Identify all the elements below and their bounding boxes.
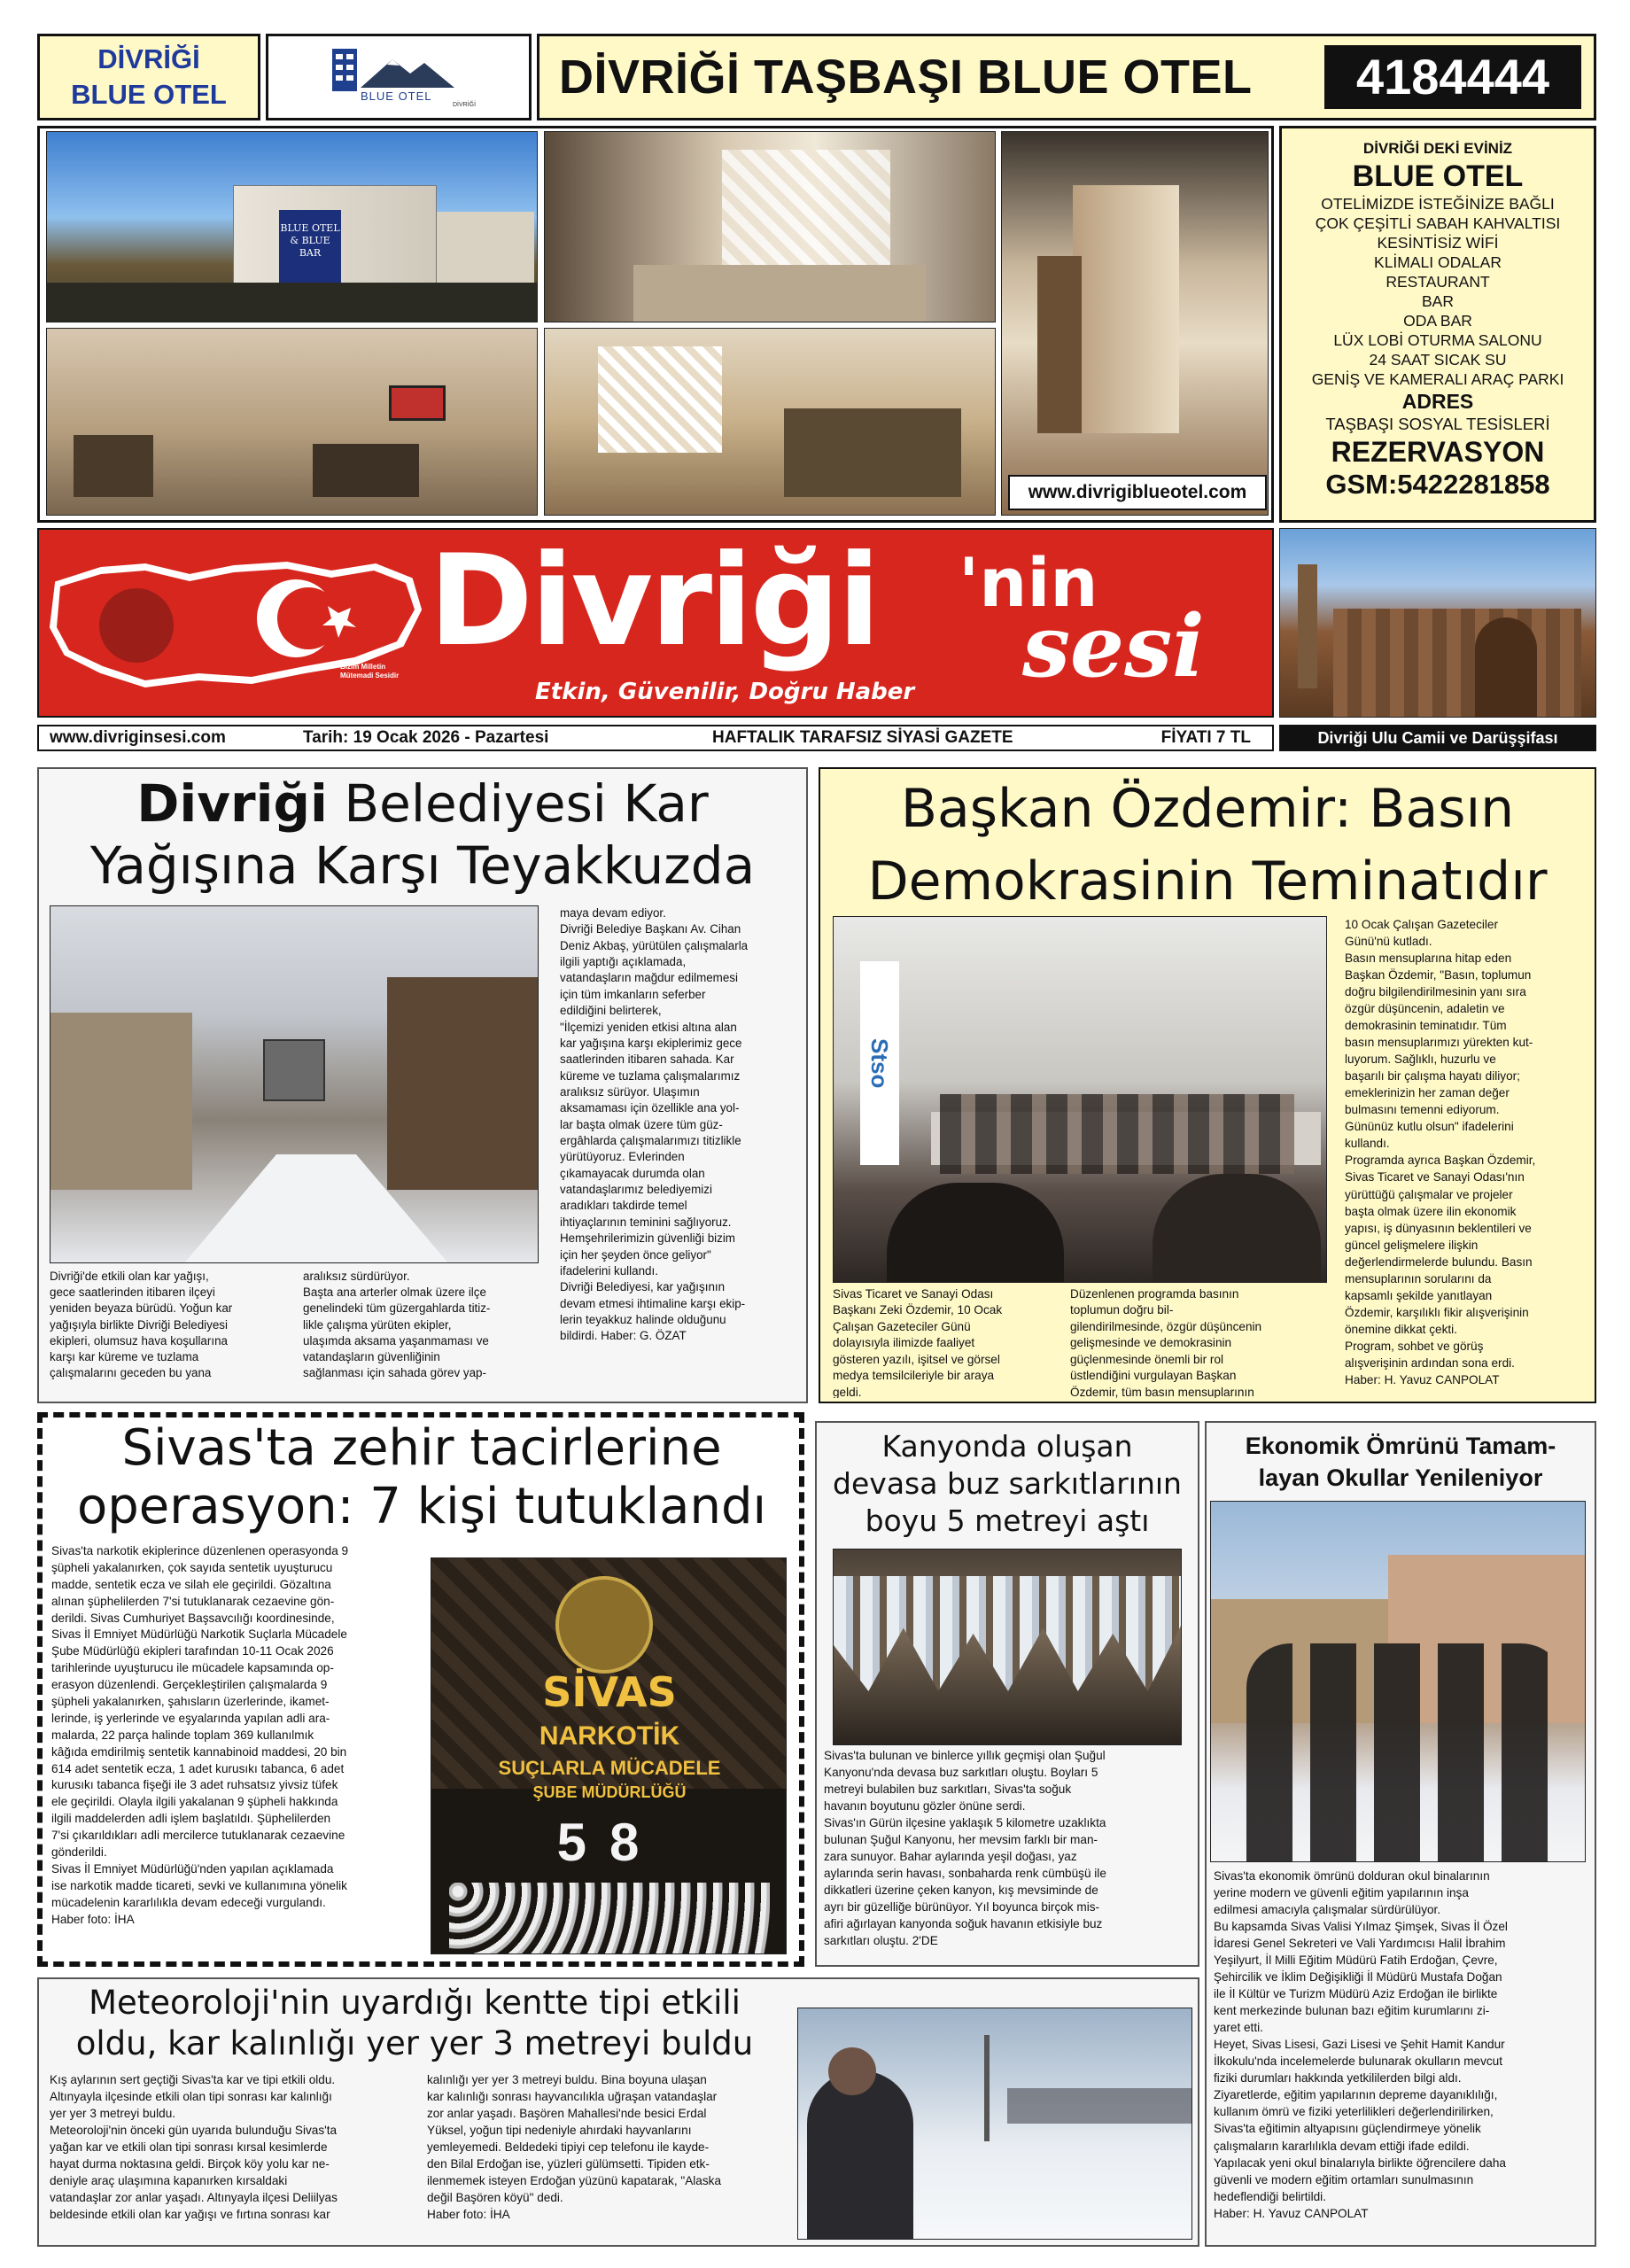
hotel-info-name: BLUE OTEL [1352, 159, 1524, 193]
canyon-body: Sivas'ta bulunan ve binlerce yıllık geçmişi olan Şuğul Kanyonu'nda devasa buz sarkıtları oluştu. Boyları 5 metreyi bulabilen buz sarkıtları, Sivas'ta soğuk havanın boyutunu gözler önüne serdi. Sivas'ın Gürün ilçesine yaklaşık 5 kilometre uzaklıkta bulunan Şuğul Kanyonu, her mevsim farklı bir man- zara sunuyor. Bahar aylarında yeşil doğası, yaz aylarında serin havası, sonbaharda renk cümbüşü ile dikkatleri üzerine çeken kanyon, kış mevsiminde de ayrı bir güzelliğe bürünüyor. Yıl boyunca birçok mis- afiri ağırlayan kanyonda soğuk havanın etkisiyle buz sarkıtları oluştu. 2'DE [824, 1749, 1106, 1948]
hotel-exterior-photo [46, 131, 538, 322]
snow-headline-rest: Belediyesi Kar [327, 773, 709, 834]
ulu-camii-caption: Divriği Ulu Camii ve Darüşşifası [1279, 725, 1596, 751]
hotel-features [1282, 194, 1594, 389]
narkotik-sign-4: ŞUBE MÜDÜRLÜĞÜ [532, 1783, 687, 1801]
snow-street-photo [50, 905, 539, 1263]
masthead-tagline: Etkin, Güvenilir, Doğru Haber [535, 679, 915, 705]
snow-headline-line2: Yağışına Karşı Teyakkuzda [89, 835, 756, 896]
ataturk-caption: Bizim Milletin Mütemadi Sesidir [340, 663, 400, 680]
ulu-camii-photo [1279, 528, 1596, 718]
hotel-feature-item: OTELİMİZDE İSTEĞİNİZE BAĞLI [1321, 195, 1555, 213]
hotel-badge [37, 34, 260, 120]
press-photo-banner: Stso [860, 961, 899, 1165]
info-bar [37, 725, 1274, 751]
schools-visit-photo [1210, 1501, 1586, 1862]
snow-headline-bold: Divriği [136, 773, 328, 834]
hotel-feature-item: ODA BAR [1403, 312, 1472, 330]
hotel-logo [266, 34, 532, 120]
masthead-name-script: sesi [1022, 596, 1205, 696]
hotel-feature-item: GENİŞ VE KAMERALI ARAÇ PARKI [1311, 370, 1564, 388]
narkotik-photo [431, 1557, 787, 1954]
hotel-room-photo [544, 131, 996, 322]
narkotik-sign-2: NARKOTİK [539, 1721, 680, 1751]
hotel-badge-line1: DİVRİĞİ [97, 43, 200, 74]
hotel-gsm[interactable]: GSM:5422281858 [1325, 469, 1550, 500]
narkotik-sign-1: SİVAS [542, 1668, 677, 1716]
hotel-logo-graphic [268, 36, 529, 118]
hotel-title-box [537, 34, 1596, 120]
snow-caption: Divriği'de etkili olan kar yağışı, gece saatlerinden itibaren ilçeyi yeniden beyaza bürüdü. Yoğun kar yağışıyla birlikte Divriği Belediyesi ekipleri, olumsuz hava koşullarına karşı kar küreme ve tuzlama çalışmalarını geceden bu yana [50, 1270, 233, 1380]
hotel-logo-text: BLUE OTEL [361, 89, 432, 103]
hotel-feature-item: RESTAURANT [1386, 273, 1490, 291]
hotel-reservation-title: REZERVASYON [1331, 436, 1545, 468]
hotel-feature-item: KLİMALI ODALAR [1374, 253, 1502, 271]
hotel-feature-item: 24 SAAT SICAK SU [1369, 351, 1507, 369]
press-headline: Başkan Özdemir: Basın Demokrasinin Teminatıdır [867, 778, 1548, 913]
narkotik-sign-3: SUÇLARLA MÜCADELE [498, 1757, 721, 1779]
drugs-body: Sivas'ta narkotik ekiplerince düzenlenen operasyonda 9 şüpheli yakalanırken, çok sayıda sentetik uyuşturucu madde, sentetik ecza ve silah ele geçirildi. Gözaltına alınan şüphelilerden 7'si tutuklanarak cezaevine gön- derildi. Sivas Cumhuriyet Başsavcılığı koordinesinde, Sivas İl Emniyet Müdürlüğü Narkotik Suçlarla Mücadele Şube Müdürlüğü ekipleri tarafından 10-11 Ocak 2026 tarihlerinde uyuşturucu ile mücadele kapsamında op- erasyon düzenlendi. Gerçekleştirilen çalışmalarda 9 şüpheli yakalanırken, şahısların üzerlerinde, ikamet- lerinde, iş yerlerinde ve eşyalarında yapılan adli ara- malarda, 22 parça halinde toplam 369 kullanılmık kâğıda emdirilmiş sentetik kannabinoid maddesi, 20 bin 614 adet sentetik ecza, 1 adet kurusıkı tabanca, 6 adet kurusıkı tabanca fişeği ile 3 adet ruhsatsız yivsiz tüfek ele geçirildi. Olayla ilgili yakalanan 9 şüpheli hakkında ilgili maddelerden adli işlem başlatıldı. Şüphelilerden 7'si çıkarıldıkları adli mercilerce tutuklanarak cezaevine gönderildi. Sivas İl Emniyet Müdürlüğü'nden yapılan açıklamada ise narkotik madde ticareti, sevki ve kullanımına yönelik mücadelenin kararlılıkla devam edeceği vurgulandı. Haber foto: İHA [51, 1544, 349, 1926]
press-caption-left: Sivas Ticaret ve Sanayi Odası Başkanı Zeki Özdemir, 10 Ocak Çalışan Gazeteciler Günü dolayısıyla ilimizde faaliyet gösteren yazılı, işitsel ve görsel medya temsilcileriyle bir araya geldi. [833, 1287, 1003, 1398]
press-event-photo [833, 916, 1327, 1283]
seized-number: 58 [556, 1813, 663, 1872]
site-url[interactable]: www.divriginsesi.com [50, 728, 226, 747]
canyon-headline: Kanyonda oluşan devasa buz sarkıtlarının boyu 5 metreyi aştı [833, 1429, 1182, 1538]
masthead-name-suffix: 'nin [959, 543, 1098, 622]
schools-headline: Ekonomik Ömrünü Tamam- layan Okullar Yenileniyor [1245, 1433, 1556, 1491]
masthead-name-main: Divriği [429, 528, 879, 674]
drugs-headline: Sivas'ta zehir tacirlerine operasyon: 7 kişi tutuklandı [76, 1419, 767, 1535]
snow-headline [46, 773, 799, 897]
hotel-feature-item: BAR [1422, 292, 1454, 310]
turkey-map-graphic [39, 530, 429, 716]
hotel-feature-item: LÜX LOBİ OTURMA SALONU [1333, 331, 1542, 349]
hotel-sign: BLUE OTEL & BLUE BAR [279, 210, 341, 291]
snow-column-right: maya devam ediyor. Divriği Belediye Başkanı Av. Cihan Deniz Akbaş, yürütülen çalışmalarla ilgili yaptığı açıklamada, vatandaşların mağdur edilmemesi için tüm imkanların seferber edildiğini belirterek, "İlçemizi yeniden etkisi altına alan kar yağışına karşı ekiplerimiz gece saatlerinden itibaren sahada. Kar küreme ve tuzlama çalışmalarımız aralıksız sürüyor. Ulaşımın aksamaması için özellikle ana yol- lar başta olmak üzere tüm güz- ergâhlarda çalışmalarımızı titizlikle yürütüyoruz. Evlerinden çıkamayacak durumda olan vatandaşlarımız belediyemizi aradıkları takdirde temel ihtiyaçlarının teminini sağlıyoruz. Hemşehrilerimizin güvenliği bizim için her şeyden önce geliyor" ifadelerini kullandı. Divriği Belediyesi, kar yağışının devam etmesi ihtimaline karşı ekip- lerin teyakkuz halinde olduğunu bildirdi. Haber: G. ÖZAT [560, 906, 749, 1343]
masthead [37, 528, 1274, 718]
weather-headline: Meteoroloji'nin uyardığı kentte tipi etkili oldu, kar kalınlığı yer yer 3 metreyi buldu [75, 1984, 754, 2062]
hotel-info-box [1279, 126, 1596, 523]
hotel-badge-line2: BLUE OTEL [71, 79, 227, 110]
hotel-feature-item: ÇOK ÇEŞİTLİ SABAH KAHVALTISI [1315, 214, 1561, 232]
hotel-feature-item: KESİNTİSİZ WİFİ [1377, 234, 1499, 252]
issue-date: Tarih: 19 Ocak 2026 - Pazartesi [303, 728, 549, 747]
hotel-info-intro: DİVRİĞİ DEKİ EVİNİZ [1362, 140, 1513, 157]
ice-canyon-photo [833, 1549, 1182, 1745]
snow-column-mid: aralıksız sürdürüyor. Başta ana arterler olmak üzere ilçe genelindeki tüm güzergahlarda titiz- likle çalışma yürüten ekipler, ulaşımda aksama yaşanmaması ve vatandaşların güvenliğinin sağlanması için sahada görev yap- [303, 1270, 491, 1380]
weather-column-left: Kış aylarının sert geçtiği Sivas'ta kar ve tipi etkili oldu. Altınyayla ilçesinde etkili olan tipi sonrası kar kalınlığı yer yer 3 metreyi buldu. Meteoroloji'nin önceki gün uyarıda bulunduğu Sivas'ta yağan kar ve etkili olan tipi sonrası kırsal kesimlerde hayat durma noktasına geldi. Birçok köy yolu kar ne- deniyle araç ulaşımına kapanırken kırsaldaki vatandaşlar zor anlar yaşadı. Altınyayla ilçesi Deliilyas beldesinde etkili olan kar yağışı ve fırtına sonrası kar [50, 2073, 338, 2222]
paper-price: FİYATI 7 TL [1160, 728, 1251, 747]
hotel-address-title: ADRES [1401, 390, 1474, 413]
paper-motto: HAFTALIK TARAFSIZ SİYASİ GAZETE [712, 728, 1013, 747]
weather-column-right: kalınlığı yer yer 3 metreyi buldu. Bina boyuna ulaşan kar kalınlığı sonrası hayvancılıkla uğraşan vatandaşlar zor anlar yaşadı. Başören Mahallesi'nde besici Erdal Yüksel, yoğun tipi nedeniyle ahırdaki hayvanlarını yemleyemedi. Beldedeki tipiyi cep telefonu ile kayde- den Bilal Erdoğan ise, yüzleri gülümsetti. Tipiden etk- ilenmemek isteyen Erdoğan yüzünü kapatarak, "Alaska değil Başören köyü" dedi. Haber foto: İHA [427, 2073, 722, 2222]
hotel-address: TAŞBAŞI SOSYAL TESİSLERİ [1325, 415, 1550, 433]
snow-village-photo [797, 2008, 1192, 2240]
hotel-lobby-photo [46, 328, 538, 516]
hotel-corridor-photo [1001, 131, 1269, 516]
hotel-logo-subtext: DİVRİĞİ [453, 102, 477, 108]
hotel-phone: 4184444 [1324, 45, 1581, 109]
hotel-title: DİVRİĞİ TAŞBAŞI BLUE OTEL [559, 50, 1253, 104]
schools-body: Sivas'ta ekonomik ömrünü dolduran okul binalarının yerine modern ve güvenli eğitim yapılarının inşa edilmesi amacıyla çalışmalar sürdürülüyor. Bu kapsamda Sivas Valisi Yılmaz Şimşek, Sivas İl Özel İdaresi Genel Sekreteri ve Vali Yardımcısı Halil İbrahim Yeşilyurt, İl Milli Eğitim Müdürü Fatih Erdoğan, Çevre, Şehircilik ve İklim Değişikliği İl Müdürü Mustafa Doğan ile İl Kültür ve Turizm Müdürü Aziz Erdoğan ile birlikte kent merkezinde bulunan bazı eğitim kurumlarını zi- yaret etti. Heyet, Sivas Lisesi, Gazi Lisesi ve Şehit Hamit Kandur İlkokulu'nda incelemelerde bulunarak okulların mevcut fiziki durumları hakkında yetkililerden bilgi aldı. Ziyaretlerde, eğitim yapılarının depreme dayanıklılığı, kullanım ömrü ve fiziki yeterlilikleri değerlendirilirken, Sivas'ta eğitimin altyapısını güçlendirmeye yönelik çalışmaların kararlılıkla devam ettiği ifade edildi. Yapılacak yeni okul binalarıyla birlikte öğrencilere daha güvenli ve modern eğitim ortamları sunulmasının hedeflendiği belirtildi. Haber: H. Yavuz CANPOLAT [1214, 1869, 1508, 2220]
press-column-right: 10 Ocak Çalışan Gazeteciler Günü'nü kutladı. Basın mensuplarına hitap eden Başkan Özdemir, "Basın, toplumun doğru bilgilendirilmesinin yanı sıra özgür düşüncenin, adaletin ve demokrasinin teminatıdır. Tüm basın mensuplarımızı yürekten kut- luyorum. Sağlıklı, huzurlu ve başarılı bir çalışma hayatı diliyor; emeklerinizin her zaman değer bulmasını temenni ediyorum. Gününüz kutlu olsun" ifadelerini kullandı. Programda ayrıca Başkan Özdemir, Sivas Ticaret ve Sanayi Odası'nın yürüttüğü çalışmalar ve projeler başta olmak üzere ilin ekonomik yapısı, iş dünyasının beklentileri ve güncel gelişmelere ilişkin değerlendirmelerde bulundu. Basın mensuplarının sorularını da kapsamlı şekilde yanıtlayan Özdemir, karşılıklı fikir alışverişinin önemine dikkat çekti. Program, sohbet ve görüş alışverişinin ardından sona erdi. Haber: H. Yavuz CANPOLAT [1345, 918, 1536, 1386]
press-caption-mid: Düzenlenen programda basının toplumun doğru bil- gilendirilmesinde, özgür düşüncenin gelişmesinde ve demokrasinin güçlenmesinde önemli bir rol üstlendiğini vurgulayan Başkan Özdemir, tüm basın mensuplarının [1070, 1287, 1262, 1398]
hotel-sitting-photo [544, 328, 996, 516]
hotel-website[interactable]: www.divrigiblueotel.com [1008, 475, 1267, 510]
